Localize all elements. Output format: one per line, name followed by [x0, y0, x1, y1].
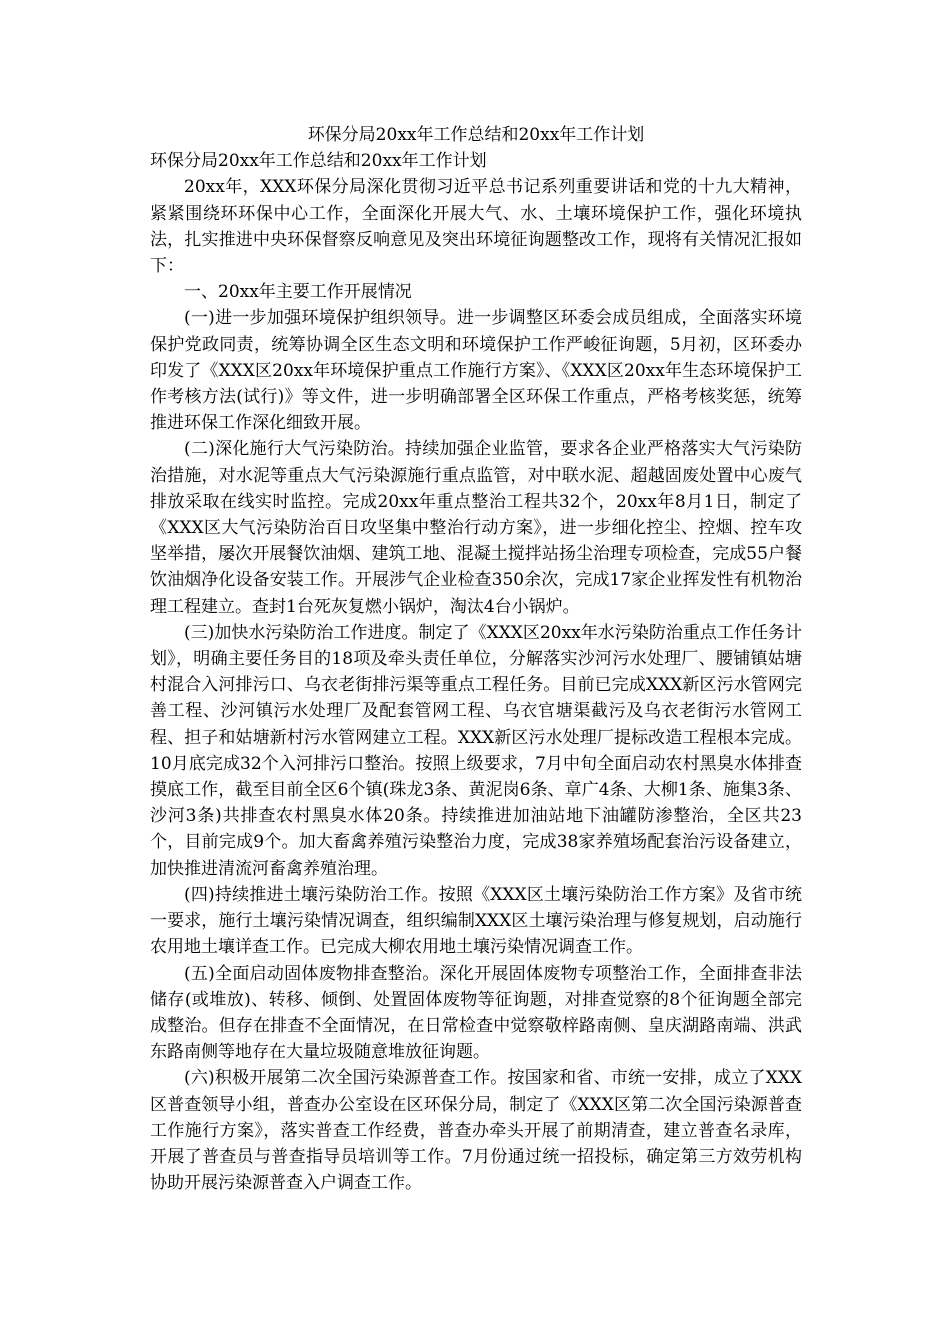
paragraph-1: (一)进一步加强环境保护组织领导。进一步调整区环委会成员组成，全面落实环境保护党政同责，统筹协调全区生态文明和环境保护工作严峻征询题，5月初，区环委办印发了《XXX区20xx年环境保护重点工作施行方案》、《XXX区20xx年生态环境保护工作考核方法(试行)》等文件，进一步明确部署全区环保工作重点，严格考核奖惩，统筹推进环保工作深化细致开展。	[150, 308, 802, 434]
document-page	[150, 122, 802, 1196]
paragraph-6: (六)积极开展第二次全国污染源普查工作。按国家和省、市统一安排，成立了XXX区普查领导小组，普查办公室设在区环保分局，制定了《XXX区第二次全国污染源普查工作施行方案》，落实普查工作经费，普查办牵头开展了前期清查，建立普查名录库，开展了普查员与普查指导员培训等工作。7月份通过统一招投标，确定第三方效劳机构协助开展污染源普查入户调查工作。	[150, 1068, 802, 1194]
paragraph-3: (三)加快水污染防治工作进度。制定了《XXX区20xx年水污染防治重点工作任务计划》，明确主要任务目的18项及牵头责任单位，分解落实沙河污水处理厂、腰铺镇姑塘村混合入河排污口、乌衣老街排污渠等重点工程任务。目前已完成XXX新区污水管网完善工程、沙河镇污水处理厂及配套管网工程、乌衣官塘渠截污及乌衣老街污水管网工程、担子和姑塘新村污水管网建立工程。XXX新区污水处理厂提标改造工程根本完成。10月底完成32个入河排污口整治。按照上级要求，7月中旬全面启动农村黑臭水体排查摸底工作，截至目前全区6个镇(珠龙3条、黄泥岗6条、章广4条、大柳1条、施集3条、沙河3条)共排查农村黑臭水体20条。持续推进加油站地下油罐防渗整治，全区共23个，目前完成9个。加大畜禽养殖污染整治力度，完成38家养殖场配套治污设备建立，加快推进清流河畜禽养殖治理。	[150, 622, 802, 879]
document-title: 环保分局20xx年工作总结和20xx年工作计划	[307, 125, 645, 145]
document-subtitle: 环保分局20xx年工作总结和20xx年工作计划	[150, 151, 487, 172]
paragraph-2: (二)深化施行大气污染防治。持续加强企业监管，要求各企业严格落实大气污染防治措施，对水泥等重点大气污染源施行重点监管，对中联水泥、超越固废处置中心废气排放采取在线实时监控。完成20xx年重点整治工程共32个，20xx年8月1日，制定了《XXX区大气污染防治百日攻坚集中整治行动方案》，进一步细化控尘、控烟、控车攻坚举措，屡次开展餐饮油烟、建筑工地、混凝土搅拌站扬尘治理专项检查，完成55户餐饮油烟净化设备安装工作。开展涉气企业检查350余次，完成17家企业挥发性有机物治理工程建立。查封1台死灰复燃小锅炉，淘汰4台小锅炉。	[150, 439, 802, 617]
paragraph-5: (五)全面启动固体废物排查整治。深化开展固体废物专项整治工作，全面排查非法储存(或堆放)、转移、倾倒、处置固体废物等征询题，对排查觉察的8个征询题全部完成整治。但存在排查不全面情况，在日常检查中觉察敬梓路南侧、皇庆湖路南端、洪武东路南侧等地存在大量垃圾随意堆放征询题。	[150, 963, 802, 1063]
paragraph-4: (四)持续推进土壤污染防治工作。按照《XXX区土壤污染防治工作方案》及省市统一要求，施行土壤污染情况调查，组织编制XXX区土壤污染治理与修复规划，启动施行农用地土壤详查工作。已完成大柳农用地土壤污染情况调查工作。	[150, 884, 802, 958]
section-heading: 一、20xx年主要工作开展情况	[184, 282, 412, 303]
paragraph-intro: 20xx年，XXX环保分局深化贯彻习近平总书记系列重要讲话和党的十九大精神，紧紧围绕环环保中心工作，全面深化开展大气、水、土壤环境保护工作，强化环境执法，扎实推进中央环保督察反响意见及突出环境征询题整改工作，现将有关情况汇报如下：	[150, 177, 802, 277]
